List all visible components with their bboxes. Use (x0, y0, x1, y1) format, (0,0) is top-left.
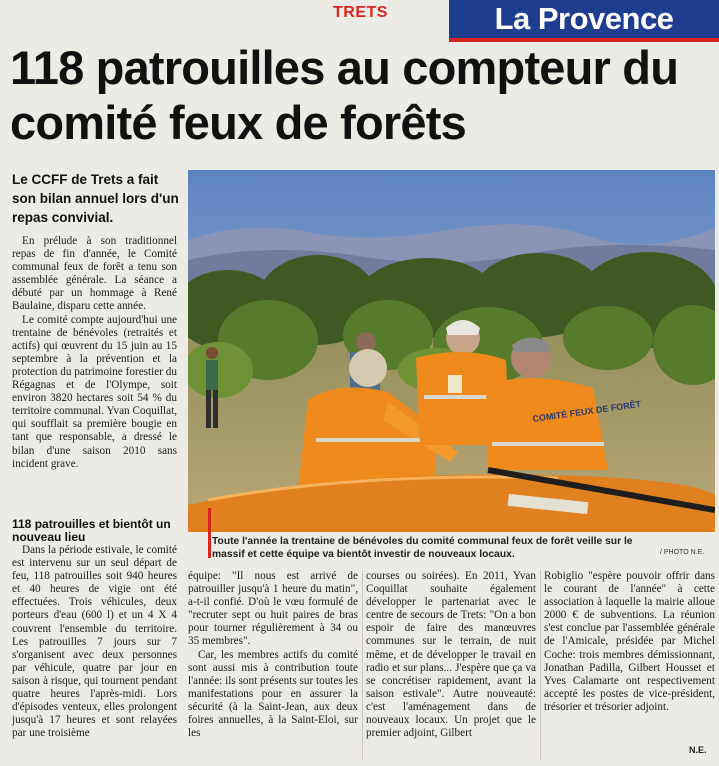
photo-caption: Toute l'année la trentaine de bénévoles du comité communal feux de forêt veille sur le massif et cette équipe va bientôt investir de nouveaux locaux. (212, 536, 633, 560)
paragraph: En prélude à son traditionnel repas de fin d'année, le Comité communal feux de forêt a tenu son assemblée générale. La séance a débuté par un hommage à René Baulaine, disparu cette année. (12, 235, 177, 313)
caption-marker (208, 508, 211, 558)
paragraph: Car, les membres actifs du comité sont aussi mis à contribution toute l'année: ils sont présents sur toutes les manifestations pour en assurer la sécurité (à la Saint-Jean, aux deux foires annuelles, à la Saint-Eloi, sur les (188, 648, 358, 740)
photo-credit: / PHOTO N.E. (660, 549, 705, 556)
column-2 (188, 570, 358, 740)
rubric: TRETS (333, 4, 388, 21)
newspaper-logo: La Provence (449, 0, 719, 38)
photo-illustration (188, 170, 715, 532)
chapo: Le CCFF de Trets a fait son bilan annuel lors d'un repas convivial. (12, 172, 179, 225)
author-signature: N.E. (689, 745, 707, 755)
headline: 118 patrouilles au compteur du comité feux de forêts (10, 41, 679, 149)
jacket-print: COMITÉ FEUX DE FORÊT (531, 398, 642, 424)
news-photo (188, 170, 715, 532)
column-1-top (12, 235, 177, 471)
paragraph: Robiglio "espère pouvoir offrir dans le courant de l'année" à cette association à laquelle la mairie alloue 2000 € de subventions. La réunion s'est conclue par l'assemblée générale de l'Amicale, présidée par Michel Coche: trois membres démissionnant, Jonathan Padilla, Gilbert Housset et Yves Calamarte ont respectivement accepté les postes de vice-président, trésorier et trésorier adjoint. (544, 570, 715, 713)
column-3 (366, 570, 536, 740)
gutter (540, 570, 541, 760)
paragraph: Dans la période estivale, le comité est intervenu sur un seul départ de feu, 118 patrouilles soit 940 heures et 40 heures de vigie ont été effectuées. Trois véhicules, deux porteurs d'eau (600 l) et un 4 X 4 couvrent l'ensemble du territoire. Les patrouilles 7 jours sur 7 s'organisent avec deux personnes par véhicule, quatre par jour en saison à risque, qui tournent pendant quatre heures l'après-midi. Lors d'épisodes venteux, elles prolongent jusqu'à 17 heures et sont relayées par une troisième (12, 544, 177, 740)
gutter (362, 570, 363, 760)
paragraph: courses ou soirées). En 2011, Yvan Coquillat souhaite également développer le partenariat avec le centre de secours de Trets: "On a bon espoir de faire des manœuvres communes sur le terrain, de nuit même, et de développer le travail en radio et sur plans... J'espère que ça va se concrétiser rapidement, avant la saison estivale". Autre nouveauté: c'est l'aménagement dans de nouveaux locaux. Un projet que le premier adjoint, Gilbert (366, 570, 536, 740)
paragraph: Le comité compte aujourd'hui une trentaine de bénévoles (retraités et actifs) qui œuvrent du 15 juin au 15 septembre à la prévention et la protection du patrimoine forestier du Régagnas et de l'Olympe, soit environ 3820 hectares soit 54 % du territoire communal. Yvan Coquillat, qui soufflait sa première bougie en tant que responsable, a dressé le bilan d'une saison 2010 sans incident grave. (12, 313, 177, 470)
column-1-bottom (12, 544, 177, 740)
paragraph: équipe: "Il nous est arrivé de patrouiller jusqu'à 1 heure du matin", a-t-il confié. D'où le vœu formulé de "recruter sept ou huit paires de bras pour tourner régulièrement à 34 ou 35 membres". (188, 570, 358, 648)
column-4 (544, 570, 715, 714)
subhead: 118 patrouilles et bientôt un nouveau lieu (12, 517, 171, 544)
